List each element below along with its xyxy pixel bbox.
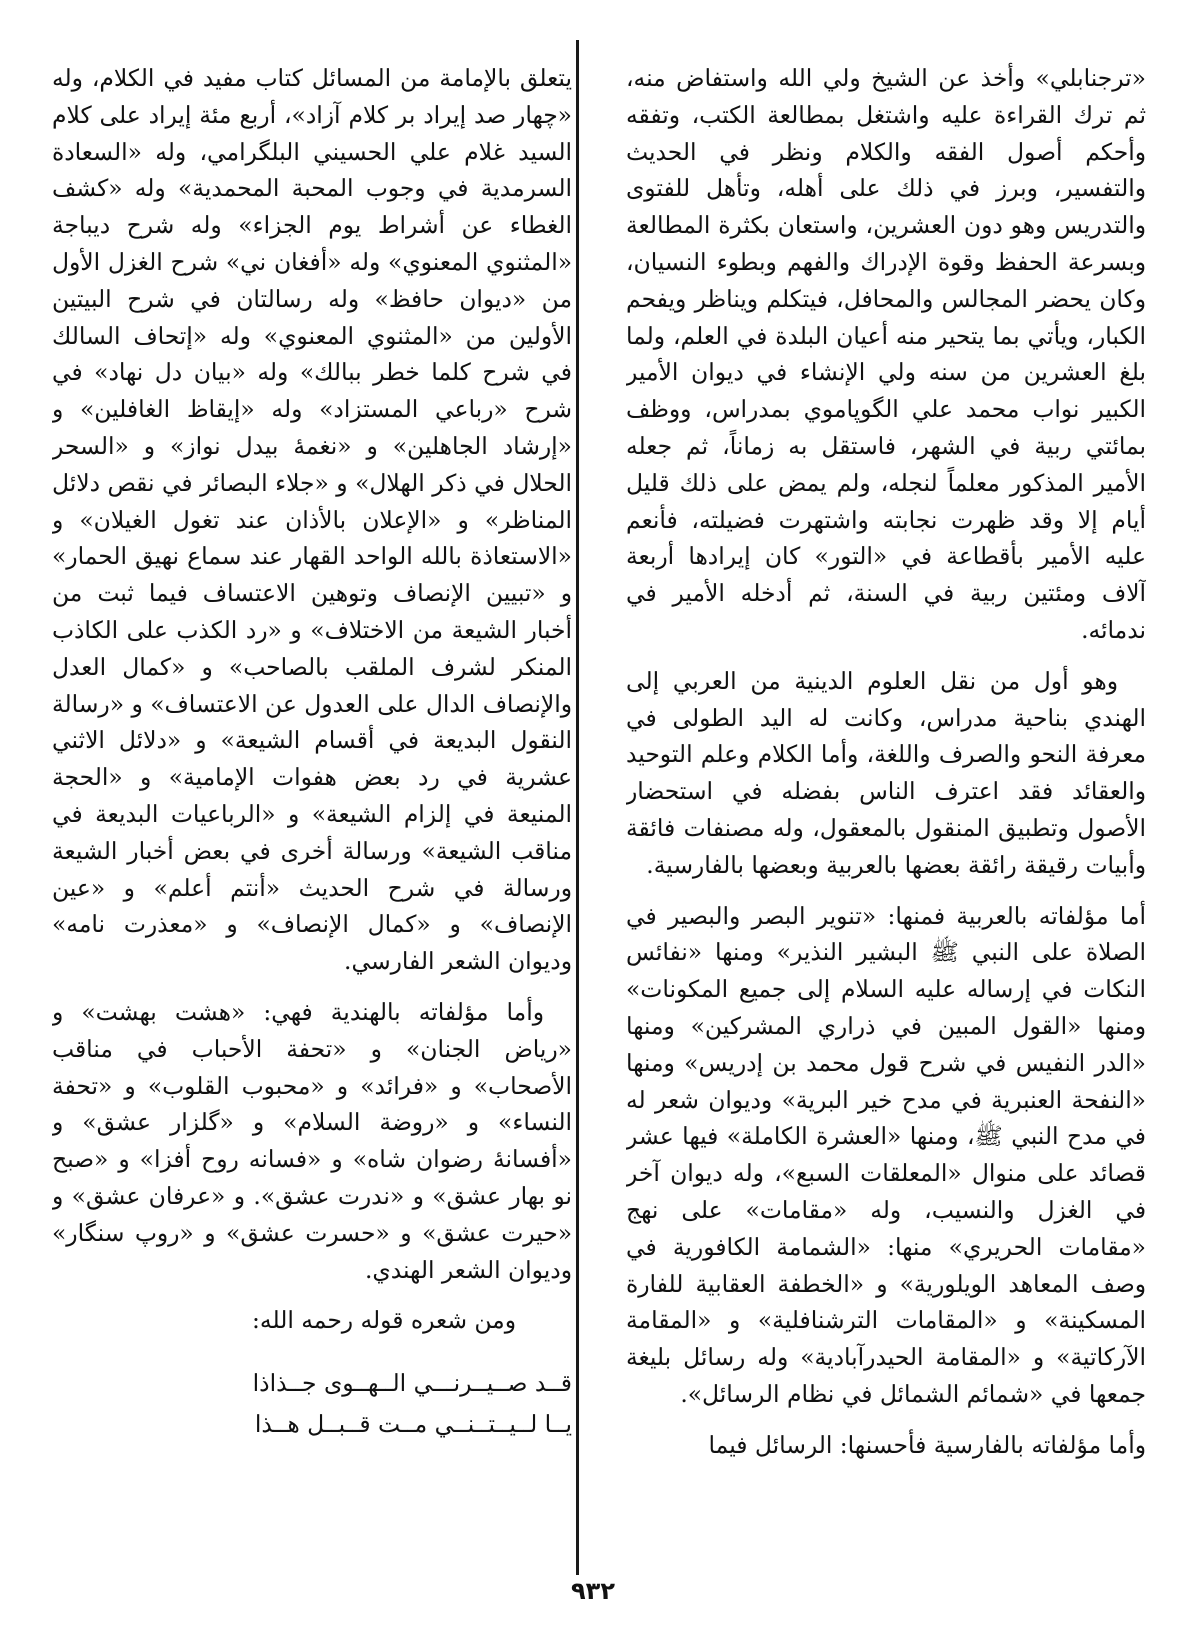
column-divider <box>576 40 579 1575</box>
paragraph: يتعلق بالإمامة من المسائل كتاب مفيد في الكلام، وله «چهار صد إيراد بر كلام آزاد»، أربع مئة إيراد على كلام السيد غلام علي الحسيني البلگرامي، وله «السعادة السرمدية في وجوب المحبة المحمدية» وله «كشف الغطاء عن أشراط يوم الجزاء» وله شرح ديباجة «المثنوي المعنوي» وله «أفغان ني» شرح الغزل الأول من «ديوان حافظ» وله رسالتان في شرح البيتين الأولين من «المثنوي المعنوي» وله «إتحاف السالك في شرح كلما خطر ببالك» وله «بيان دل نهاد» في شرح «رباعي المستزاد» وله «إيقاظ الغافلين» و «إرشاد الجاهلين» و «نغمهٔ بيدل نواز» و «السحر الحلال في ذكر الهلال» و «جلاء البصائر في نقص دلائل المناظر» و «الإعلان بالأذان عند تغول الغيلان» و «الاستعاذة بالله الواحد القهار عند سماع نهيق الحمار» و «تبيين الإنصاف وتوهين الاعتساف فيما ثبت من أخبار الشيعة من الاختلاف» و «رد الكذب على الكاذب المنكر لشرف الملقب بالصاحب» و «كمال العدل والإنصاف الدال على العدول عن الاعتساف» و «رسالة النقول البديعة في أقسام الشيعة» و «دلائل الاثني عشرية في رد بعض هفوات الإمامية» و «الحجة المنيعة في إلزام الشيعة» و «الرباعيات البديعة في مناقب الشيعة» ورسالة أخرى في بعض أخبار الشيعة ورسالة في شرح الحديث «أنتم أعلم» و «عين الإنصاف» و «كمال الإنصاف» و «معذرت نامه» وديوان الشعر الفارسي. <box>52 64 572 976</box>
page-number: ٩٣٢ <box>571 1577 615 1605</box>
verse-line: قــد صــيــرنـــي الــهــوى جــذاذا <box>252 1369 572 1398</box>
verse-line: يــا لــيــتــنــي مــت قــبــل هــذا <box>254 1409 572 1438</box>
right-column <box>626 60 1146 1560</box>
paragraph: وأما مؤلفاته بالفارسية فأحسنها: الرسائل فيما <box>708 1430 1146 1459</box>
paragraph: وأما مؤلفاته بالهندية فهي: «هشت بهشت» و «رياض الجنان» و «تحفة الأحباب في مناقب الأصحاب» و «فرائد» و «محبوب القلوب» و «تحفة النساء» و «روضة السلام» و «گلزار عشق» و «أفسانهٔ رضوان شاه» و «فسانه روح أفزا» و «صبح نو بهار عشق» و «ندرت عشق». و «عرفان عشق» و «حيرت عشق» و «حسرت عشق» و «روپ سنگار» وديوان الشعر الهندي. <box>52 997 572 1284</box>
paragraph: أما مؤلفاته بالعربية فمنها: «تنوير البصر والبصير في الصلاة على النبي ﷺ البشير النذير» ومنها «نفائس النكات في إرساله عليه السلام إلى جميع المكونات» ومنها «القول المبين في ذراري المشركين» ومنها «الدر النفيس في شرح قول محمد بن إدريس» ومنها «النفحة العنبرية في مدح خير البرية» وديوان شعر له في مدح النبي ﷺ، ومنها «العشرة الكاملة» فيها عشر قصائد على منوال «المعلقات السبع»، وله ديوان آخر في الغزل والنسيب، وله «مقامات» على نهج «مقامات الحريري» منها: «الشمامة الكافورية في وصف المعاهد الويلورية» و «الخطفة العقابية للفارة المسكينة» و «المقامات الترشنافلية» و «المقامة الآركاتية» و «المقامة الحيدرآبادية» وله رسائل بليغة جمعها في «شمائم الشمائل في نظام الرسائل». <box>626 901 1146 1408</box>
verse-intro: ومن شعره قوله رحمه الله: <box>252 1306 516 1335</box>
paragraph: «ترجنابلي» وأخذ عن الشيخ ولي الله واستفاض منه، ثم ترك القراءة عليه واشتغل بمطالعة الكتب، وتفقه وأحكم أصول الفقه والكلام ونظر في الحديث والتفسير، وبرز في ذلك على أهله، وتأهل للفتوى والتدريس وهو دون العشرين، واستعان بكثرة المطالعة وبسرعة الحفظ وقوة الإدراك والفهم وبطوء النسيان، وكان يحضر المجالس والمحافل، فيتكلم ويناظر ويفحم الكبار، ويأتي بما يتحير منه أعيان البلدة في العلم، ولما بلغ العشرين من سنه ولي الإنشاء في ديوان الأمير الكبير نواب محمد علي الگوپاموي بمدراس، ووظف بمائتي ربية في الشهر، فاستقل به زماناً، ثم جعله الأمير المذكور معلماً لنجله، ولم يمض على ذلك قليل أيام إلا وقد ظهرت نجابته واشتهرت فضيلته، فأنعم عليه الأمير بأقطاعة في «التور» كان إيرادها أربعة آلاف ومئتين ربية في السنة، ثم أدخله الأمير في ندمائه. <box>626 64 1146 644</box>
left-column <box>52 60 572 1560</box>
paragraph: وهو أول من نقل العلوم الدينية من العربي إلى الهندي بناحية مدراس، وكانت له اليد الطولى في معرفة النحو والصرف واللغة، وأما الكلام وعلم التوحيد والعقائد فقد اعترف الناس بفضله في استحضار الأصول وتطبيق المنقول بالمعقول، وله مصنفات فائقة وأبيات رقيقة رائقة بعضها بالعربية وبعضها بالفارسية. <box>626 666 1146 879</box>
